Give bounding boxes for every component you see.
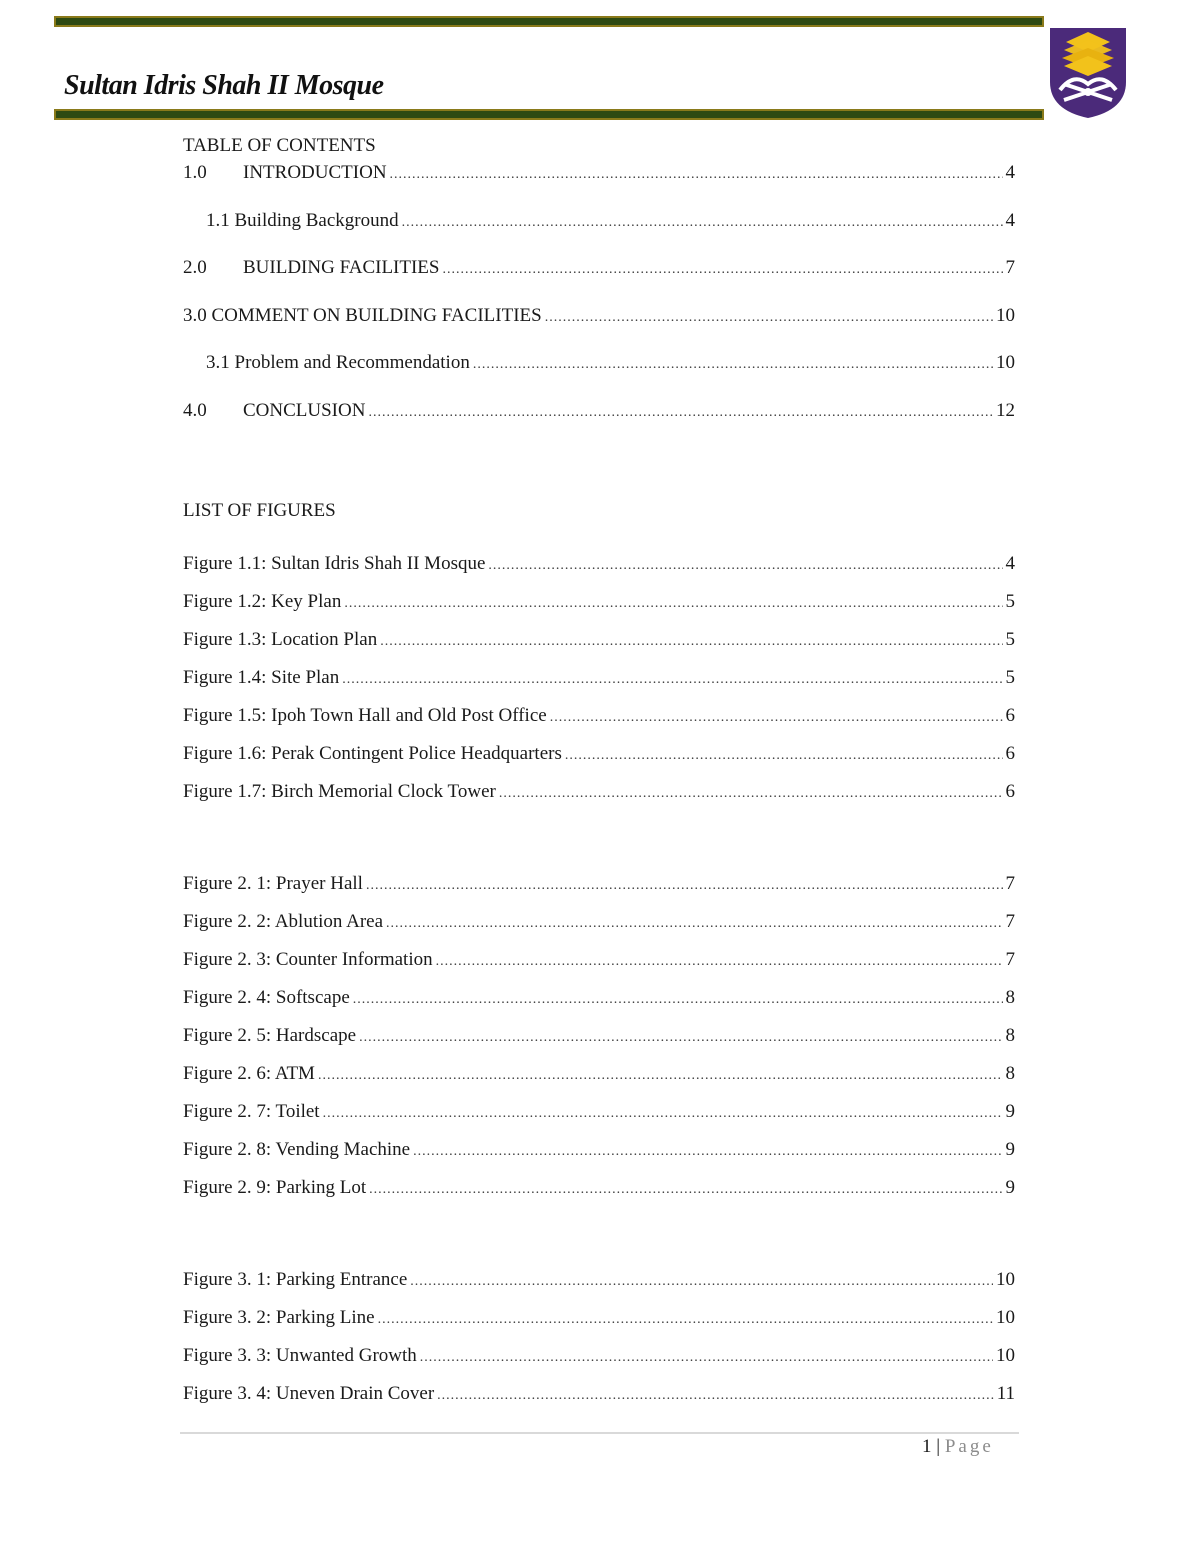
leader-dots [353,988,1003,1012]
header-top-bar [54,16,1044,27]
leader-dots [410,1270,993,1294]
figure-entry[interactable]: Figure 2. 1: Prayer Hall ..... 7 [183,872,1015,898]
figure-entry[interactable]: Figure 3. 2: Parking Line ..... 10 [183,1306,1015,1332]
figure-entry[interactable]: Figure 2. 6: ATM ..... 8 [183,1062,1015,1088]
leader-dots [366,874,1003,898]
leader-dots [545,306,993,330]
toc-entry[interactable]: 4.0 CONCLUSION ..... 12 [183,399,1015,425]
leader-dots [380,630,1002,654]
leader-dots [359,1026,1002,1050]
leader-dots [368,401,993,425]
figure-entry[interactable]: Figure 1.1: Sultan Idris Shah II Mosque ..... 4 [183,552,1015,578]
leader-dots [342,668,1002,692]
leader-dots [323,1102,1003,1126]
figure-entry[interactable]: Figure 2. 9: Parking Lot ..... 9 [183,1176,1015,1202]
document-title: Sultan Idris Shah II Mosque [64,70,384,101]
figure-entry[interactable]: Figure 3. 4: Uneven Drain Cover ..... 11 [183,1382,1015,1408]
toc-entry[interactable]: 3.0 COMMENT ON BUILDING FACILITIES ..... 10 [183,304,1015,330]
leader-dots [386,912,1002,936]
figures-heading: LIST OF FIGURES [183,500,336,521]
leader-dots [565,744,1003,768]
toc-entry[interactable]: 3.1 Problem and Recommendation ..... 10 [206,351,1015,377]
figure-entry[interactable]: Figure 2. 7: Toilet ..... 9 [183,1100,1015,1126]
figure-entry[interactable]: Figure 2. 8: Vending Machine ..... 9 [183,1138,1015,1164]
leader-dots [550,706,1003,730]
leader-dots [499,782,1003,806]
leader-dots [318,1064,1003,1088]
toc-entry[interactable]: 1.1 Building Background ..... 4 [206,209,1015,235]
leader-dots [402,211,1003,235]
leader-dots [437,1384,994,1408]
figure-entry[interactable]: Figure 2. 2: Ablution Area ..... 7 [183,910,1015,936]
leader-dots [420,1346,993,1370]
leader-dots [390,163,1003,187]
page-number: 1 [922,1436,932,1457]
figure-entry[interactable]: Figure 1.6: Perak Contingent Police Headquarters ..... 6 [183,742,1015,768]
leader-dots [413,1140,1002,1164]
figure-entry[interactable]: Figure 2. 4: Softscape ..... 8 [183,986,1015,1012]
figure-entry[interactable]: Figure 3. 1: Parking Entrance ..... 10 [183,1268,1015,1294]
page-separator: | [936,1436,941,1457]
leader-dots [344,592,1002,616]
leader-dots [378,1308,993,1332]
page-word: Page [944,1436,994,1457]
leader-dots [443,258,1003,282]
leader-dots [488,554,1002,578]
page-footer [922,1436,994,1458]
figure-entry[interactable]: Figure 2. 3: Counter Information ..... 7 [183,948,1015,974]
figure-entry[interactable]: Figure 1.2: Key Plan ..... 5 [183,590,1015,616]
figure-entry[interactable]: Figure 1.7: Birch Memorial Clock Tower ..... 6 [183,780,1015,806]
header-bottom-bar [54,109,1044,120]
leader-dots [369,1178,1002,1202]
toc-heading: TABLE OF CONTENTS [183,135,376,156]
figure-entry[interactable]: Figure 1.5: Ipoh Town Hall and Old Post Office ..... 6 [183,704,1015,730]
figure-entry[interactable]: Figure 3. 3: Unwanted Growth ..... 10 [183,1344,1015,1370]
figure-entry[interactable]: Figure 1.4: Site Plan ..... 5 [183,666,1015,692]
toc-entry[interactable]: 2.0 BUILDING FACILITIES ..... 7 [183,256,1015,282]
figure-entry[interactable]: Figure 1.3: Location Plan ..... 5 [183,628,1015,654]
footer-divider [180,1432,1019,1434]
leader-dots [436,950,1003,974]
figure-entry[interactable]: Figure 2. 5: Hardscape ..... 8 [183,1024,1015,1050]
university-crest-icon [1046,20,1130,120]
toc-entry[interactable]: 1.0 INTRODUCTION ..... 4 [183,161,1015,187]
leader-dots [473,353,993,377]
